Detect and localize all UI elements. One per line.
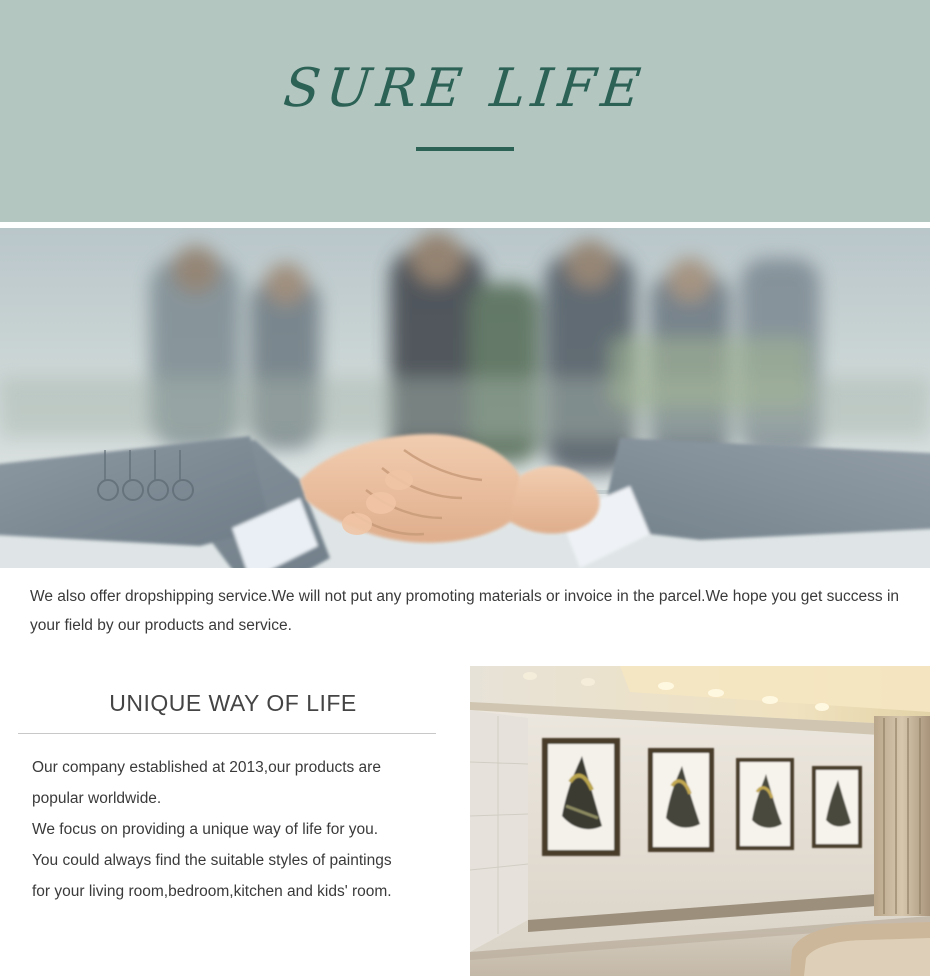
- hero-image: [0, 228, 930, 568]
- body-line: Our company established at 2013,our products are: [32, 759, 381, 776]
- body-line: We focus on providing a unique way of life for you.: [32, 821, 379, 838]
- heading-divider: [18, 733, 436, 734]
- interior-illustration: [470, 666, 930, 976]
- intro-paragraph: We also offer dropshipping service.We will not put any promoting materials or invoice in the parcel.We hope you get success in your field by our products and service.: [30, 588, 900, 634]
- header-banner: [0, 0, 930, 222]
- section-heading: UNIQUE WAY OF LIFE: [109, 690, 357, 716]
- body-line: for your living room,bedroom,kitchen and kids' room.: [32, 883, 392, 900]
- handshake-illustration: [0, 228, 930, 568]
- section-body: [18, 752, 448, 907]
- interior-image: [470, 666, 930, 976]
- body-line: You could always find the suitable styles of paintings: [32, 852, 392, 869]
- page-title: SURE LIFE: [280, 58, 650, 119]
- title-divider: [416, 147, 514, 151]
- body-line: popular worldwide.: [32, 790, 162, 807]
- unique-way-section: [18, 668, 448, 907]
